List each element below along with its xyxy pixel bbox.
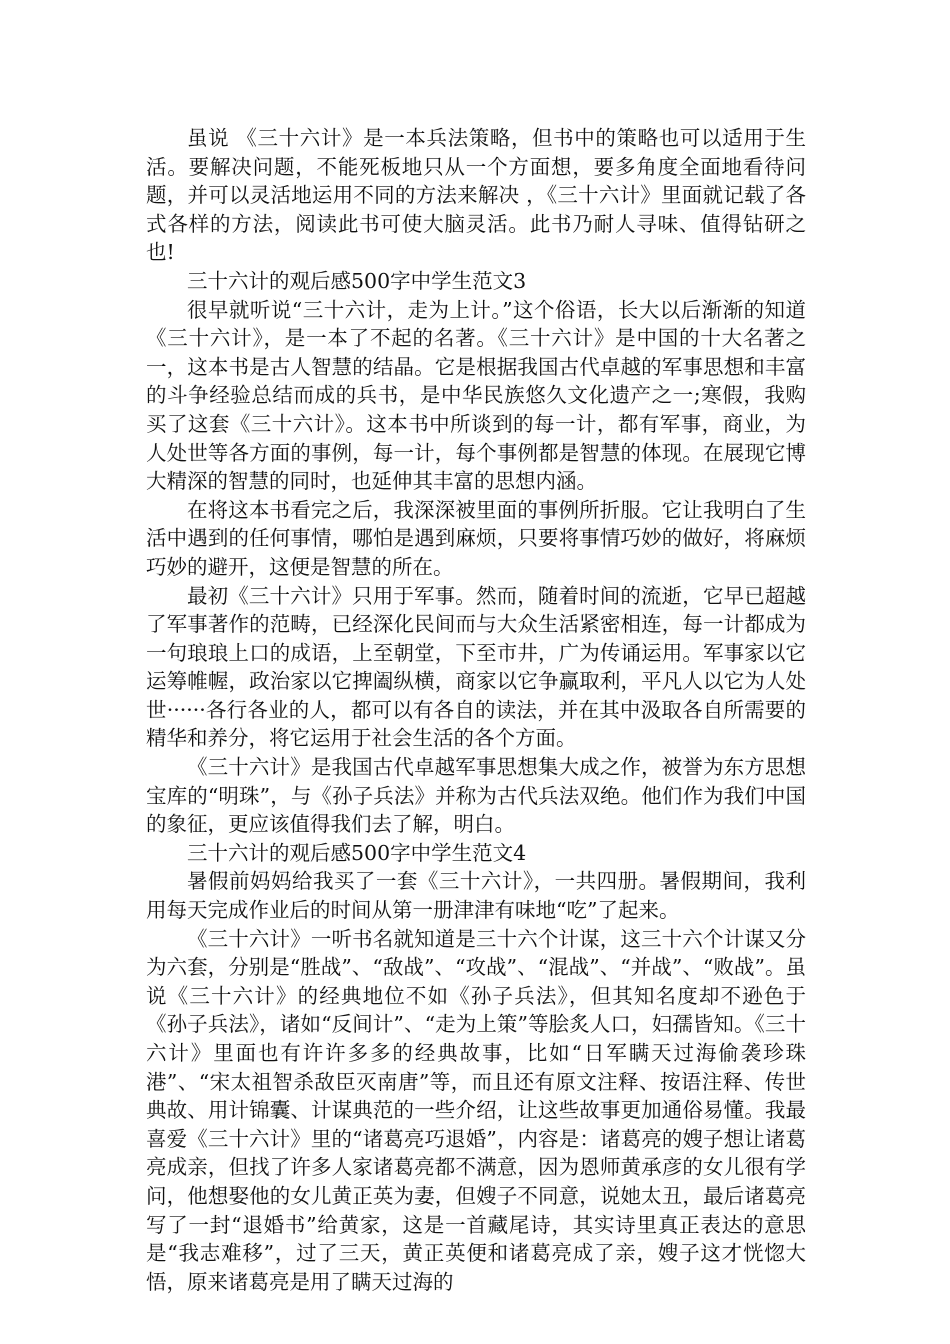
paragraph-essay-3-reflection: 在将这本书看完之后，我深深被里面的事例所折服。它让我明白了生活中遇到的任何事情，哪怕是遇到麻烦，只要将事情巧妙的做好，将麻烦巧妙的避开，这便是智慧的所在。	[146, 497, 806, 579]
paragraph-essay-4-body: 《三十六计》一听书名就知道是三十六个计谋，这三十六个计谋又分为六套，分别是“胜战”、“敌战”、“攻战”、“混战”、“并战”、“败战”。虽说《三十六计》的经典地位不如《孙子兵法》，但其知名度却不逊色于《孙子兵法》，诸如“反间计”、“走为上策”等脍炙人口，妇孺皆知。《三十六计》里面也有许许多多的经典故事，比如“日军瞒天过海偷袭珍珠港”、“宋太祖智杀敌臣灭南唐”等，而且还有原文注释、按语注释、传世典故、用计锦囊、计谋典范的一些介绍，让这些故事更加通俗易懂。我最喜爱《三十六计》里的“诸葛亮巧退婚”，内容是：诸葛亮的嫂子想让诸葛亮成亲，但找了许多人家诸葛亮都不满意，因为恩师黄承彦的女儿很有学问，他想娶他的女儿黄正英为妻，但嫂子不同意，说她太丑，最后诸葛亮写了一封“退婚书”给黄家，这是一首藏尾诗，其实诗里真正表达的意思是“我志难移”，过了三天，黄正英便和诸葛亮成了亲，嫂子这才恍惚大悟，原来诸葛亮是用了瞒天过海的	[146, 926, 806, 1294]
section-heading-essay-3: 三十六计的观后感500字中学生范文3	[187, 268, 527, 293]
section-heading-essay-4: 三十六计的观后感500字中学生范文4	[187, 840, 527, 865]
paragraph-essay-3-conclusion: 《三十六计》是我国古代卓越军事思想集大成之作，被誉为东方思想宝库的“明珠”，与《孙子兵法》并称为古代兵法双绝。他们作为我们中国的象征，更应该值得我们去了解，明白。	[146, 755, 806, 837]
document-page	[146, 124, 806, 1296]
paragraph-essay-3-history: 最初《三十六计》只用于军事。然而，随着时间的流逝，它早已超越了军事著作的范畴，已经深化民间而与大众生活紧密相连，每一计都成为一句琅琅上口的成语，上至朝堂，下至市井，广为传诵运用。军事家以它运筹帷幄，政治家以它捭阖纵横，商家以它争赢取利，平凡人以它为人处世······各行各业的人，都可以有各自的读法，并在其中汲取各自所需要的精华和养分，将它运用于社会生活的各个方面。	[146, 583, 806, 751]
paragraph-essay-3-intro: 很早就听说“三十六计，走为上计。”这个俗语，长大以后渐渐的知道《三十六计》，是一本了不起的名著。《三十六计》是中国的十大名著之一，这本书是古人智慧的结晶。它是根据我国古代卓越的军事思想和丰富的斗争经验总结而成的兵书，是中华民族悠久文化遗产之一;寒假，我购买了这套《三十六计》。这本书中所谈到的每一计，都有军事，商业，为人处世等各方面的事例，每一计，每个事例都是智慧的体现。在展现它博大精深的智慧的同时，也延伸其丰富的思想内涵。	[146, 297, 806, 494]
paragraph-intro-summary: 虽说 《三十六计》是一本兵法策略，但书中的策略也可以适用于生活。要解决问题，不能死板地只从一个方面想，要多角度全面地看待问题，并可以灵活地运用不同的方法来解决 ，《三十六计》里面就记载了各式各样的方法，阅读此书可使大脑灵活。此书乃耐人寻味、值得钻研之也!	[146, 126, 806, 265]
paragraph-essay-4-intro: 暑假前妈妈给我买了一套《三十六计》，一共四册。暑假期间，我利用每天完成作业后的时间从第一册津津有味地“吃”了起来。	[146, 869, 806, 923]
